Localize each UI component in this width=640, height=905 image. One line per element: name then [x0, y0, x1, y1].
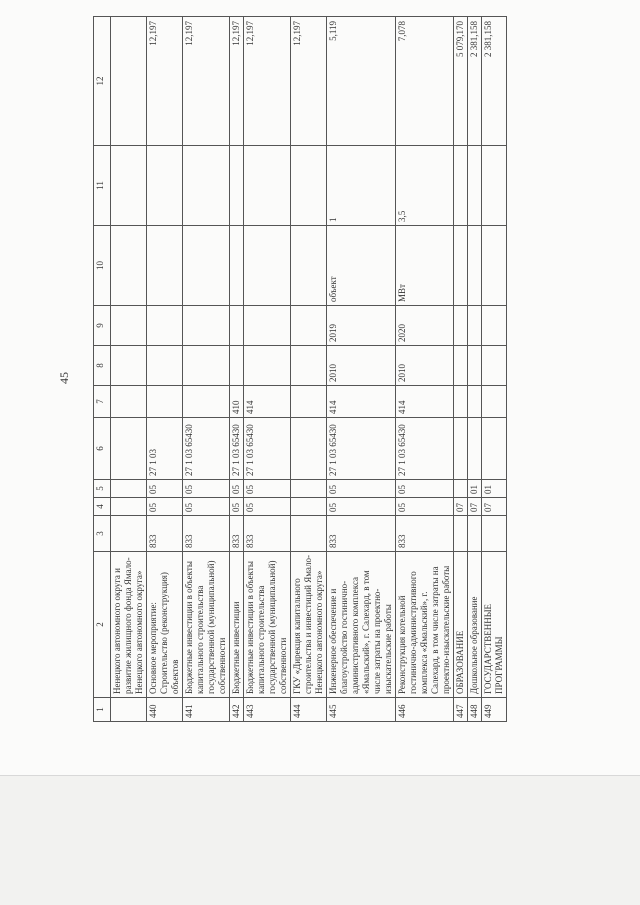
- table-cell: [230, 226, 244, 306]
- header-cell: 9: [94, 306, 111, 346]
- table-cell: [244, 146, 291, 226]
- table-cell: 833: [230, 516, 244, 552]
- table-cell: [147, 306, 183, 346]
- table-cell: Бюджетные инвестиции: [230, 552, 244, 698]
- table-cell: [468, 386, 482, 418]
- table-cell: [291, 498, 327, 516]
- table-cell: 05: [230, 498, 244, 516]
- table-cell: [454, 306, 468, 346]
- table-cell: [230, 306, 244, 346]
- table-row: [327, 17, 396, 722]
- table-row: [291, 17, 327, 722]
- table-cell: 07: [482, 498, 507, 516]
- table-cell: [291, 226, 327, 306]
- budget-table: [93, 16, 507, 722]
- table-cell: [147, 386, 183, 418]
- table-cell: ГОСУДАРСТВЕННЫЕ ПРОГРАММЫ: [482, 552, 507, 698]
- table-cell: [183, 386, 230, 418]
- table-cell: 441: [183, 698, 230, 722]
- table-cell: [482, 418, 507, 480]
- table-cell: 05: [147, 480, 183, 498]
- table-row: [147, 17, 183, 722]
- table-cell: 27 1 03: [147, 418, 183, 480]
- header-cell: 7: [94, 386, 111, 418]
- table-cell: [230, 146, 244, 226]
- table-cell: 448: [468, 698, 482, 722]
- table-cell: [183, 346, 230, 386]
- table-cell: [111, 306, 147, 346]
- table-cell: [482, 516, 507, 552]
- table-cell: 07: [454, 498, 468, 516]
- table-cell: [468, 306, 482, 346]
- table-cell: 2010: [327, 346, 396, 386]
- table-cell: 27 1 03 65430: [244, 418, 291, 480]
- table-cell: [291, 480, 327, 498]
- header-cell: 2: [94, 552, 111, 698]
- table-row: [468, 17, 482, 722]
- table-cell: 05: [230, 480, 244, 498]
- table-cell: 440: [147, 698, 183, 722]
- table-cell: 414: [244, 386, 291, 418]
- table-cell: [482, 386, 507, 418]
- table-cell: [291, 386, 327, 418]
- table-cell: [291, 306, 327, 346]
- table-cell: [454, 418, 468, 480]
- table-cell: [454, 516, 468, 552]
- page-number: 45: [57, 372, 71, 384]
- table-cell: [111, 498, 147, 516]
- table-cell: [147, 226, 183, 306]
- table-cell: [244, 306, 291, 346]
- table-cell: [482, 346, 507, 386]
- table-cell: 449: [482, 698, 507, 722]
- table-cell: 5,119: [327, 17, 396, 146]
- table-cell: 2019: [327, 306, 396, 346]
- table-cell: 2 381,158: [468, 17, 482, 146]
- table-cell: 2020: [396, 306, 454, 346]
- table-cell: МВт: [396, 226, 454, 306]
- header-cell: 8: [94, 346, 111, 386]
- table-cell: объект: [327, 226, 396, 306]
- table-cell: [291, 418, 327, 480]
- header-cell: 6: [94, 418, 111, 480]
- table-cell: 2 381,158: [482, 17, 507, 146]
- table-cell: 447: [454, 698, 468, 722]
- table-cell: 833: [183, 516, 230, 552]
- table-cell: [468, 146, 482, 226]
- header-cell: 5: [94, 480, 111, 498]
- table-cell: [147, 346, 183, 386]
- table-cell: 27 1 03 65430: [396, 418, 454, 480]
- table-cell: 2010: [396, 346, 454, 386]
- table-cell: 05: [396, 498, 454, 516]
- table-cell: 12,197: [147, 17, 183, 146]
- table-cell: Бюджетные инвестиции в объекты капитального строительства государственной (муниципальной) собственности: [183, 552, 230, 698]
- table-cell: 12,197: [230, 17, 244, 146]
- table-cell: 05: [327, 498, 396, 516]
- table-row: [454, 17, 468, 722]
- header-cell: 4: [94, 498, 111, 516]
- table-cell: 443: [244, 698, 291, 722]
- header-cell: 11: [94, 146, 111, 226]
- header-cell: 10: [94, 226, 111, 306]
- table-cell: 01: [482, 480, 507, 498]
- table-cell: [111, 346, 147, 386]
- table-cell: [454, 346, 468, 386]
- header-cell: 12: [94, 17, 111, 146]
- table-cell: 07: [468, 498, 482, 516]
- table-cell: [482, 306, 507, 346]
- table-cell: [468, 346, 482, 386]
- table-cell: [244, 346, 291, 386]
- table-cell: [111, 480, 147, 498]
- table-cell: 7,078: [396, 17, 454, 146]
- table-cell: 05: [396, 480, 454, 498]
- table-cell: Ненецкого автономного округа и развитие жилищного фонда Ямало-Ненецкого автономного округа»: [111, 552, 147, 698]
- table-cell: 833: [147, 516, 183, 552]
- table-cell: 445: [327, 698, 396, 722]
- table-cell: 12,197: [183, 17, 230, 146]
- table-cell: Инженерное обеспечение и благоустройство гостинично-административного комплекса «Ямальский», г. Салехард, в том числе затраты на проектно-изыскательские работы: [327, 552, 396, 698]
- table-cell: 3,5: [396, 146, 454, 226]
- table-cell: 05: [147, 498, 183, 516]
- table-cell: [111, 146, 147, 226]
- table-cell: [468, 226, 482, 306]
- table-cell: [454, 480, 468, 498]
- table-cell: 446: [396, 698, 454, 722]
- table-cell: [454, 386, 468, 418]
- table-row: [183, 17, 230, 722]
- table-cell: 5 079,170: [454, 17, 468, 146]
- table-cell: 05: [244, 498, 291, 516]
- table-cell: [454, 226, 468, 306]
- table-row: [244, 17, 291, 722]
- table-cell: Реконструкция котельной гостинично-административного комплекса «Ямальский», г. Салехард, в том числе затраты на проектно-изыскательские работы: [396, 552, 454, 698]
- header-cell: 3: [94, 516, 111, 552]
- table-cell: [183, 306, 230, 346]
- table-cell: 1: [327, 146, 396, 226]
- table-cell: 442: [230, 698, 244, 722]
- table-cell: 27 1 03 65430: [183, 418, 230, 480]
- header-row: [94, 17, 111, 722]
- table-cell: 05: [327, 480, 396, 498]
- table-cell: 05: [244, 480, 291, 498]
- table-body: [111, 17, 507, 722]
- table-cell: 27 1 03 65430: [230, 418, 244, 480]
- table-row: [230, 17, 244, 722]
- table-cell: [291, 146, 327, 226]
- table-cell: [111, 418, 147, 480]
- table-cell: [111, 226, 147, 306]
- table-cell: [111, 386, 147, 418]
- table-cell: [147, 146, 183, 226]
- table-cell: [468, 516, 482, 552]
- table-cell: Дошкольное образование: [468, 552, 482, 698]
- table-cell: 05: [183, 498, 230, 516]
- table-cell: [454, 146, 468, 226]
- table-cell: [111, 516, 147, 552]
- table-row: [396, 17, 454, 722]
- table-cell: 01: [468, 480, 482, 498]
- table-cell: 414: [396, 386, 454, 418]
- table-cell: [482, 146, 507, 226]
- table-cell: 05: [183, 480, 230, 498]
- table-cell: 833: [327, 516, 396, 552]
- table-cell: Бюджетные инвестиции в объекты капитального строительства государственной (муниципальной) собственности: [244, 552, 291, 698]
- table-cell: 414: [327, 386, 396, 418]
- table-cell: [291, 346, 327, 386]
- table-cell: [183, 226, 230, 306]
- table-cell: [291, 516, 327, 552]
- rotated-table-wrapper: [93, 17, 608, 722]
- table-cell: 27 1 03 65430: [327, 418, 396, 480]
- table-cell: ГКУ «Дирекция капитального строительства и инвестиций Ямало-Ненецкого автономного округа»: [291, 552, 327, 698]
- table-cell: [111, 17, 147, 146]
- table-cell: 410: [230, 386, 244, 418]
- table-cell: 444: [291, 698, 327, 722]
- table-cell: [244, 226, 291, 306]
- table-cell: [468, 418, 482, 480]
- table-cell: ОБРАЗОВАНИЕ: [454, 552, 468, 698]
- table-row: [111, 17, 147, 722]
- header-cell: 1: [94, 698, 111, 722]
- table-cell: 833: [244, 516, 291, 552]
- table-cell: [482, 226, 507, 306]
- table-cell: 833: [396, 516, 454, 552]
- table-cell: [111, 698, 147, 722]
- table-cell: 12,197: [291, 17, 327, 146]
- table-cell: [183, 146, 230, 226]
- table-cell: [230, 346, 244, 386]
- table-row: [482, 17, 507, 722]
- table-cell: Основное мероприятие: Строительство (реконструкция) объектов: [147, 552, 183, 698]
- table-cell: 12,197: [244, 17, 291, 146]
